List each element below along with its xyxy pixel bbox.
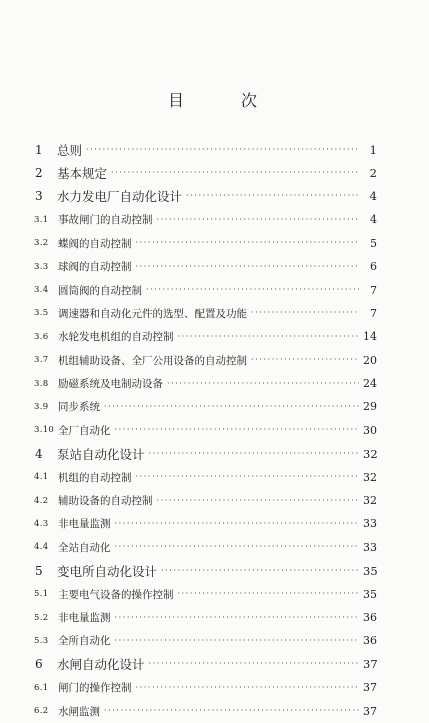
dot-leader — [146, 286, 359, 294]
toc-entry-page-number: 35 — [363, 563, 378, 578]
toc-entry-number: 3.8 — [34, 378, 49, 389]
toc-entry-number: 5 — [35, 563, 43, 578]
toc-section-entry — [34, 325, 377, 348]
dot-leader — [161, 567, 359, 575]
toc-entry-label: 非电量监测 — [58, 612, 111, 624]
toc-entry-page-number: 32 — [363, 446, 378, 461]
toc-entry-label: 泵站自动化设计 — [57, 446, 145, 462]
toc-entry-number: 5.2 — [34, 612, 49, 623]
dot-leader — [115, 637, 360, 645]
toc-entry-number: 4.3 — [34, 518, 49, 529]
toc-entry-page-number: 32 — [363, 494, 377, 508]
toc-entry-label: 辅助设备的自动控制 — [58, 495, 153, 508]
toc-entry-label: 全站自动化 — [58, 541, 111, 554]
toc-entry-page-number: 1 — [369, 142, 377, 157]
toc-chapter-entry — [34, 161, 377, 184]
toc-entry-number: 3.7 — [34, 355, 49, 366]
toc-entry-number: 3.5 — [34, 308, 49, 319]
toc-entry-page-number: 6 — [370, 260, 377, 274]
toc-section-entry — [34, 606, 377, 629]
toc-entry-label: 水闸自动化设计 — [57, 657, 145, 673]
toc-section-entry — [34, 419, 377, 442]
dot-leader — [136, 263, 360, 271]
toc-entry-number: 3.4 — [34, 285, 49, 296]
dot-leader — [149, 660, 359, 668]
toc-entry-page-number: 24 — [363, 377, 377, 391]
toc-chapter-entry — [34, 138, 377, 161]
toc-entry-label: 主要电气设备的操作控制 — [58, 588, 174, 601]
toc-entry-label: 机组辅助设备、全厂公用设备的自动控制 — [58, 354, 247, 367]
toc-entry-page-number: 35 — [363, 587, 377, 601]
dot-leader — [115, 426, 360, 434]
toc-entry-number: 3.6 — [34, 331, 49, 342]
toc-section-entry — [34, 208, 377, 231]
toc-chapter-entry — [34, 185, 377, 208]
toc-entry-label: 全所自动化 — [58, 635, 111, 648]
toc-entry-number: 5.3 — [34, 635, 49, 646]
toc-section-entry — [34, 629, 377, 652]
toc-entry-page-number: 36 — [363, 611, 377, 624]
toc-entry-number: 6.1 — [34, 682, 49, 693]
dot-leader — [115, 543, 360, 551]
toc-section-entry — [34, 395, 377, 418]
toc-entry-label: 基本规定 — [57, 166, 108, 182]
toc-entry-number: 1 — [35, 142, 43, 157]
toc-entry-number: 4.2 — [34, 495, 49, 506]
toc-entry-label: 总则 — [57, 142, 83, 158]
dot-leader — [157, 497, 360, 505]
toc-entry-number: 3.10 — [34, 425, 55, 436]
dot-leader — [178, 590, 360, 598]
toc-section-entry — [34, 512, 377, 535]
toc-chapter-entry — [34, 653, 377, 676]
toc-entry-label: 机组的自动控制 — [58, 471, 132, 484]
dot-leader — [149, 450, 359, 458]
dot-leader — [115, 520, 360, 528]
toc-entry-page-number: 36 — [363, 634, 377, 648]
toc-entry-page-number: 4 — [370, 213, 377, 227]
toc-entry-number: 4.1 — [34, 472, 49, 483]
toc-entry-number: 3.1 — [34, 214, 49, 225]
toc-entry-label: 调速器和自动化元件的选型、配置及功能 — [58, 307, 247, 320]
table-of-contents — [34, 138, 377, 723]
toc-entry-label: 球阀的自动控制 — [58, 261, 132, 274]
toc-entry-page-number: 33 — [363, 517, 377, 531]
toc-entry-page-number: 2 — [369, 166, 377, 181]
toc-entry-label: 蝶阀的自动控制 — [58, 237, 132, 250]
toc-entry-number: 6.2 — [34, 706, 49, 717]
toc-entry-page-number: 33 — [363, 540, 377, 554]
toc-entry-label: 事故闸门的自动控制 — [58, 214, 153, 227]
toc-entry-page-number: 7 — [370, 306, 377, 320]
toc-chapter-entry — [34, 442, 377, 465]
toc-entry-label: 全厂自动化 — [58, 424, 111, 437]
toc-entry-number: 4.4 — [34, 542, 49, 553]
toc-entry-number: 2 — [35, 166, 43, 181]
dot-leader — [111, 169, 359, 177]
toc-section-entry — [34, 372, 377, 395]
toc-section-entry — [34, 255, 377, 278]
toc-entry-page-number: 4 — [369, 189, 377, 204]
toc-entry-page-number: 32 — [363, 470, 377, 484]
toc-entry-label: 水闸监测 — [58, 705, 100, 718]
toc-section-entry — [34, 676, 377, 699]
toc-entry-number: 3.2 — [34, 238, 49, 249]
toc-section-entry — [34, 302, 377, 325]
toc-entry-label: 闸门的操作控制 — [58, 682, 132, 695]
toc-entry-label: 励磁系统及电制动设备 — [58, 378, 163, 391]
toc-section-entry — [34, 349, 377, 372]
toc-entry-label: 变电所自动化设计 — [57, 563, 158, 579]
toc-section-entry — [34, 582, 377, 605]
toc-entry-number: 4 — [35, 446, 43, 461]
toc-entry-number: 6 — [35, 657, 43, 672]
dot-leader — [167, 380, 359, 388]
dot-leader — [186, 192, 359, 200]
dot-leader — [86, 146, 359, 154]
toc-title: 目 次 — [167, 91, 284, 110]
dot-leader — [115, 614, 360, 622]
dot-leader — [157, 216, 360, 224]
toc-entry-page-number: 37 — [363, 681, 377, 695]
toc-entry-number: 3.9 — [34, 401, 49, 412]
dot-leader — [136, 684, 360, 692]
toc-entry-number: 3 — [35, 189, 43, 204]
toc-entry-number: 5.1 — [34, 589, 49, 600]
toc-section-entry — [34, 465, 377, 488]
toc-entry-label: 圆筒阀的自动控制 — [58, 284, 142, 297]
dot-leader — [178, 333, 360, 341]
toc-entry-label: 水力发电厂自动化设计 — [57, 189, 183, 205]
toc-section-entry — [34, 536, 377, 559]
dot-leader — [104, 403, 359, 411]
toc-entry-page-number: 20 — [363, 353, 377, 367]
dot-leader — [251, 309, 359, 317]
toc-entry-page-number: 37 — [363, 704, 377, 718]
dot-leader — [136, 473, 360, 481]
toc-entry-number: 3.3 — [34, 261, 49, 272]
dot-leader — [136, 239, 360, 247]
toc-entry-page-number: 37 — [363, 657, 378, 672]
dot-leader — [251, 356, 359, 364]
toc-entry-page-number: 7 — [370, 283, 377, 297]
toc-entry-page-number: 29 — [363, 400, 377, 414]
toc-entry-label: 同步系统 — [58, 401, 100, 414]
toc-chapter-entry — [34, 559, 377, 582]
toc-entry-page-number: 14 — [363, 330, 377, 344]
toc-section-entry — [34, 699, 377, 722]
toc-entry-label: 非电量监测 — [58, 518, 111, 531]
toc-section-entry — [34, 232, 377, 255]
toc-entry-label: 水轮发电机组的自动控制 — [58, 331, 174, 344]
toc-section-entry — [34, 489, 377, 512]
toc-entry-page-number: 30 — [363, 423, 377, 437]
dot-leader — [104, 707, 359, 715]
toc-section-entry — [34, 278, 377, 301]
toc-entry-page-number: 5 — [370, 236, 377, 250]
